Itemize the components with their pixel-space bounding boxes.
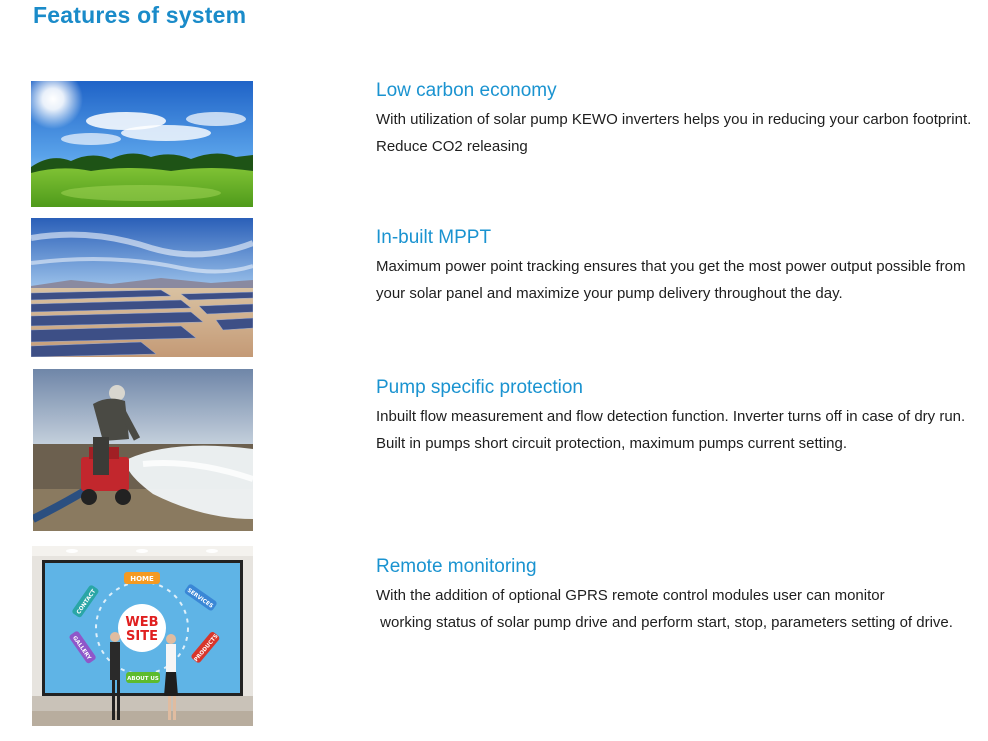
feature-title: Remote monitoring — [376, 556, 537, 577]
feature-text: Inbuilt flow measurement and flow detection function. Inverter turns off in case of dry run. — [376, 408, 966, 425]
feature-text: Reduce CO2 releasing — [376, 138, 528, 155]
solar-farm-image — [31, 218, 253, 357]
page-title: Features of system — [33, 2, 247, 28]
diagram-gallery-label: GALLERY — [71, 635, 92, 662]
feature-low-carbon — [376, 79, 982, 160]
feature-text: Maximum power point tracking ensures that you get the most power output possible from your solar panel and maximize your pump delivery throughout the day. — [376, 258, 970, 302]
feature-pump-protection — [376, 376, 982, 457]
diagram-center-site: SITE — [126, 629, 158, 644]
feature-text: Built in pumps short circuit protection, maximum pumps current setting. — [376, 435, 848, 452]
feature-title: Pump specific protection — [376, 377, 583, 398]
feature-remote-monitoring — [376, 555, 982, 636]
diagram-contact-label: CONTACT — [75, 588, 98, 616]
feature-mppt — [376, 226, 982, 307]
feature-text: With the addition of optional GPRS remote control modules user can monitor — [376, 587, 885, 604]
diagram-center-web: WEB — [125, 615, 159, 630]
feature-title: In-built MPPT — [376, 227, 492, 248]
feature-title: Low carbon economy — [376, 80, 557, 101]
diagram-services-label: SERVICES — [185, 587, 214, 610]
water-pump-image — [33, 369, 253, 531]
diagram-about-label: ABOUT US — [127, 676, 159, 682]
diagram-products-label: PRODUCTS — [193, 633, 220, 664]
green-landscape-image — [31, 81, 253, 207]
feature-text: working status of solar pump drive and perform start, stop, parameters setting of drive. — [376, 614, 953, 631]
website-presentation-image — [32, 546, 253, 726]
feature-text: With utilization of solar pump KEWO inverters helps you in reducing your carbon footprint. — [376, 111, 972, 128]
diagram-home-label: HOME — [130, 575, 154, 583]
